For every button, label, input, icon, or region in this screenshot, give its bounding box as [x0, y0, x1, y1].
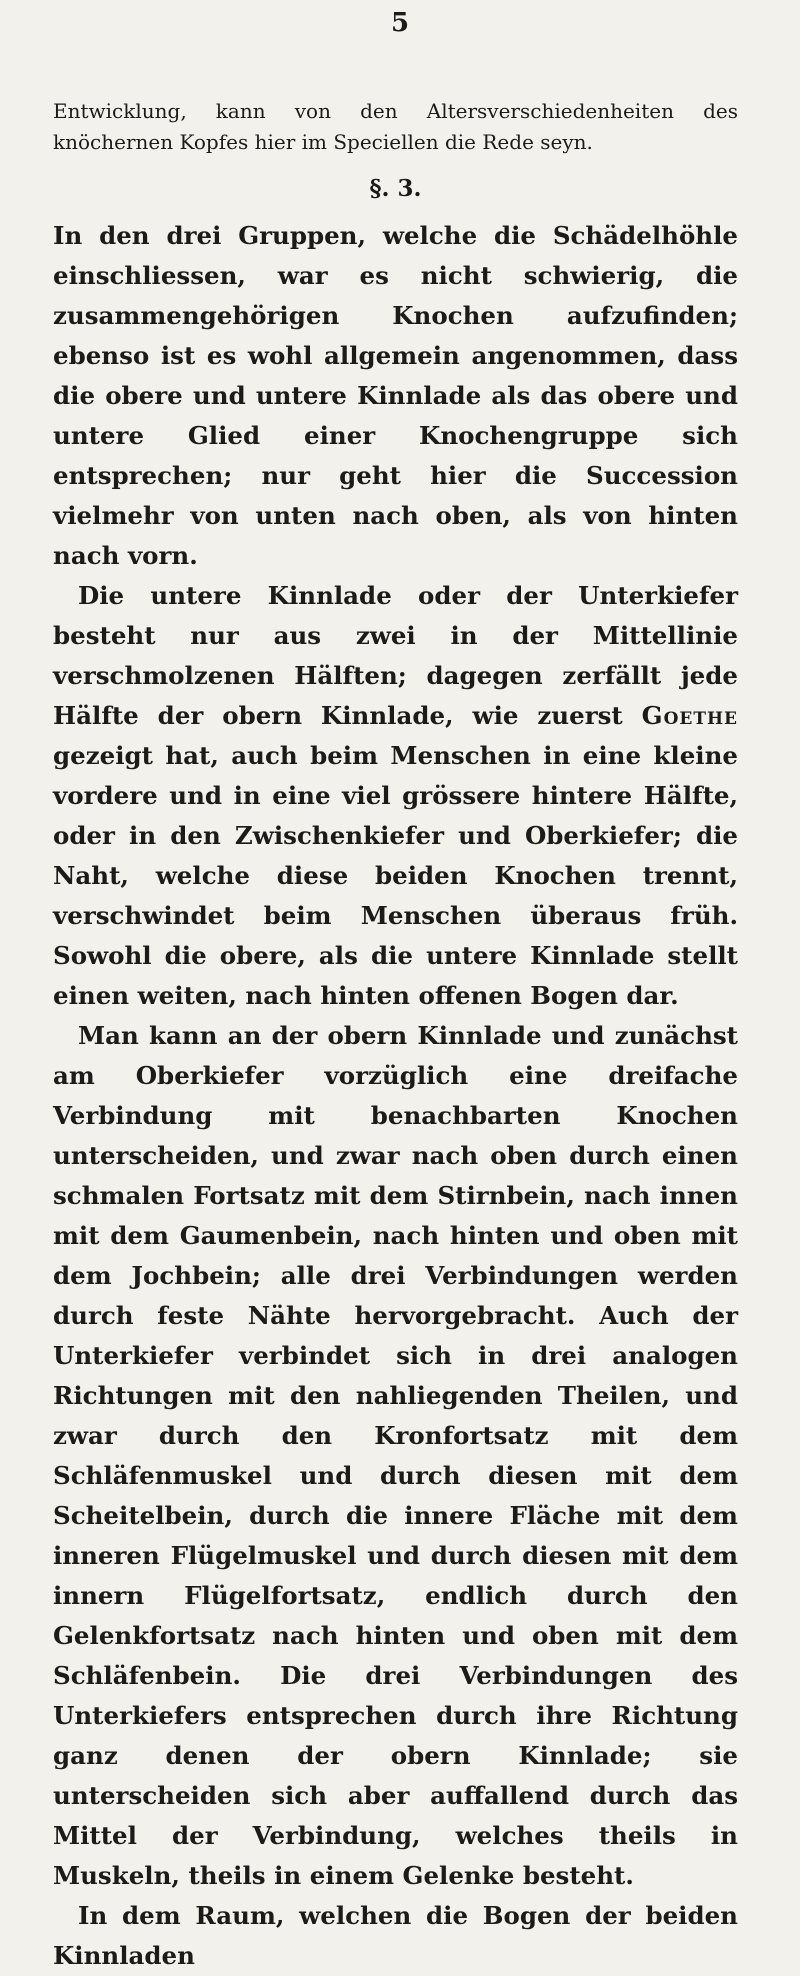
- paragraph-3: Man kann an der obern Kinnlade und zunächst am Oberkiefer vorzüglich eine dreifache Verbindung mit benachbarten Knochen unterscheiden, und zwar nach oben durch einen schmalen Fortsatz mit dem Stirnbein, nach innen mit dem Gaumenbein, nach hinten und oben mit dem Jochbein; alle drei Verbindungen werden durch feste Nähte hervorgebracht. Auch der Unterkiefer verbindet sich in drei analogen Richtungen mit den nahliegenden Theilen, und zwar durch den Kronfortsatz mit dem Schläfenmuskel und durch diesen mit dem Scheitelbein, durch die innere Fläche mit dem inneren Flügelmuskel und durch diesen mit dem innern Flügelfortsatz, endlich durch den Gelenkfortsatz nach hinten und oben mit dem Schläfenbein. Die drei Verbindungen des Unterkiefers entsprechen durch ihre Richtung ganz denen der obern Kinnlade; sie unterscheiden sich aber auffallend durch das Mittel der Verbindung, welches theils in Muskeln, theils in einem Gelenke besteht.: [53, 1021, 738, 1890]
- author-name-goethe: Goethe: [641, 701, 738, 730]
- paragraph-2-part-2: gezeigt hat, auch beim Menschen in eine kleine vordere und in eine viel grössere hintere Hälfte, oder in den Zwischenkiefer und Oberkiefer; die Naht, welche diese beiden Knochen trennt, verschwindet beim Menschen überaus früh. Sowohl die obere, als die untere Kinnlade stellt einen weiten, nach hinten offenen Bogen dar.: [53, 741, 738, 1010]
- paragraph-1: In den drei Gruppen, welche die Schädelhöhle einschliessen, war es nicht schwierig, die zusammengehörigen Knochen aufzufinden; ebenso ist es wohl allgemein angenommen, dass die obere und untere Kinnlade als das obere und untere Glied einer Knochengruppe sich entsprechen; nur geht hier die Succession vielmehr von unten nach oben, als von hinten nach vorn.: [53, 221, 738, 570]
- intro-text: Entwicklung, kann von den Altersverschiedenheiten des knöchernen Kopfes hier im Speciellen die Rede seyn.: [53, 99, 738, 154]
- paragraph-2-part-1: Die untere Kinnlade oder der Unterkiefer besteht nur aus zwei in der Mittellinie verschmolzenen Hälften; dagegen zerfällt jede Hälfte der obern Kinnlade, wie zuerst: [53, 581, 738, 730]
- section-heading: §. 3.: [369, 175, 422, 202]
- page-number: 5: [390, 8, 410, 38]
- paragraph-2: [53, 576, 738, 1016]
- paragraph-4: In dem Raum, welchen die Bogen der beiden Kinnladen: [53, 1901, 738, 1970]
